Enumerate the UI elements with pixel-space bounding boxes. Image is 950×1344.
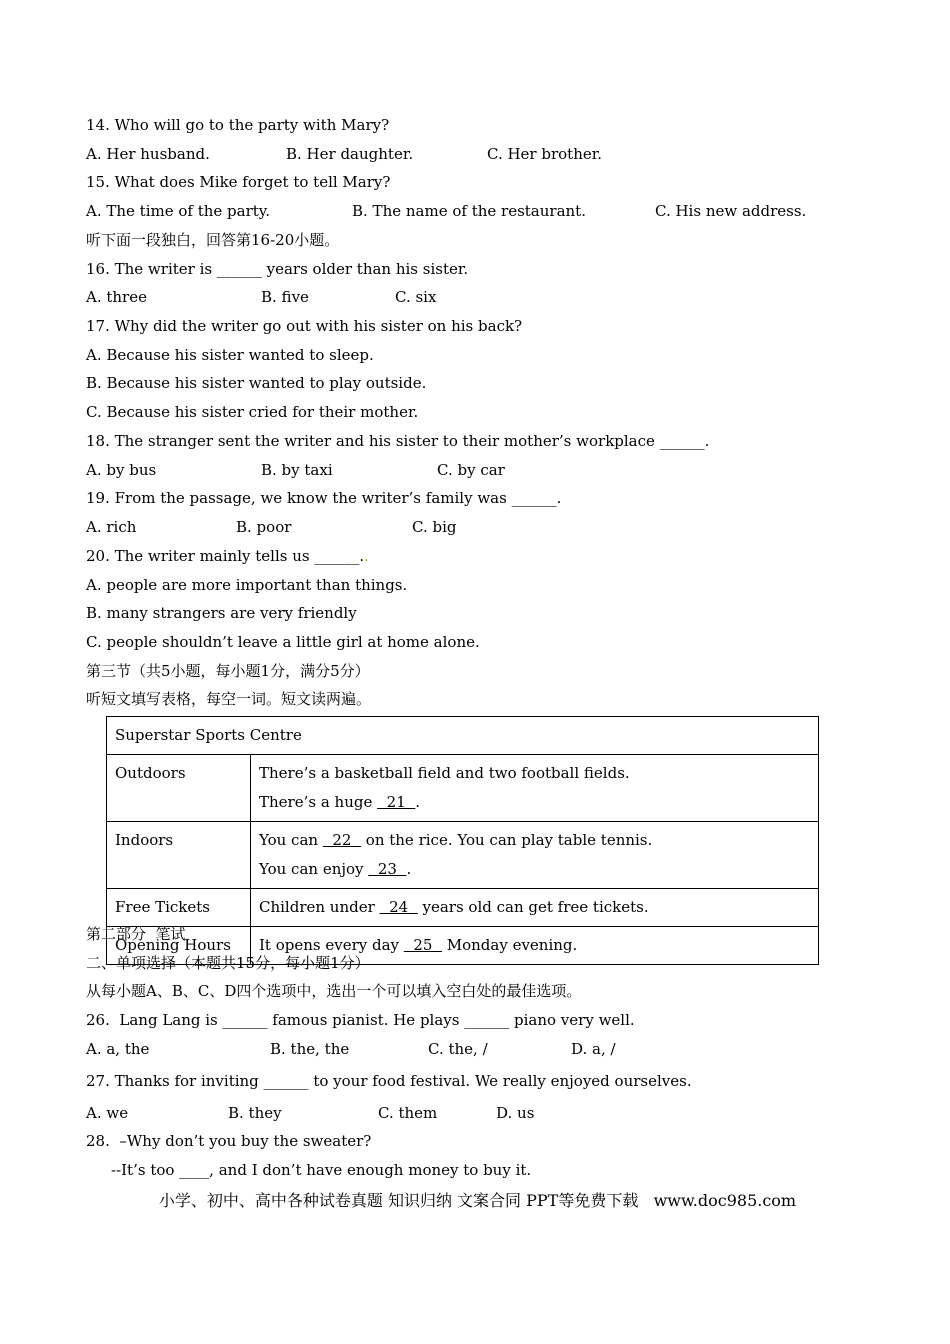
text-fragment: There’s a huge bbox=[259, 793, 378, 811]
q20-option-b: B. many strangers are very friendly bbox=[86, 604, 357, 622]
table-row bbox=[107, 755, 819, 822]
row-content-free-tickets bbox=[251, 889, 819, 927]
text-fragment: It opens every day bbox=[259, 936, 404, 954]
q17-option-a: A. Because his sister wanted to sleep. bbox=[86, 346, 374, 364]
q15-option-c: C. His new address. bbox=[655, 202, 807, 220]
q16-option-a: A. three bbox=[86, 288, 147, 306]
text-fragment: on the rice. You can play table tennis. bbox=[361, 831, 653, 849]
table-row bbox=[107, 822, 819, 889]
text-fragment: Monday evening. bbox=[441, 936, 578, 954]
q26-option-d: D. a, / bbox=[571, 1040, 616, 1058]
row-label-outdoors: Outdoors bbox=[107, 755, 251, 822]
indoors-line1 bbox=[259, 826, 810, 855]
sports-centre-table bbox=[106, 716, 819, 965]
section3-instruction: 听短文填写表格，每空一词。短文读两遍。 bbox=[86, 690, 372, 708]
q27-option-c: C. them bbox=[378, 1104, 438, 1122]
q20-option-a: A. people are more important than things. bbox=[86, 576, 408, 594]
part2-title: 第二部分 笔试 bbox=[86, 925, 186, 943]
question-18: 18. The stranger sent the writer and his sister to their mother’s workplace ______. bbox=[86, 432, 710, 450]
question-26: 26. Lang Lang is ______ famous pianist. He plays ______ piano very well. bbox=[86, 1011, 635, 1029]
question-20-stem: 20. The writer mainly tells us ______. bbox=[86, 547, 365, 565]
text-fragment: You can enjoy bbox=[259, 860, 369, 878]
row-label-indoors: Indoors bbox=[107, 822, 251, 889]
q14-option-a: A. Her husband. bbox=[86, 145, 210, 163]
monologue-intro: 听下面一段独白，回答第16-20小题。 bbox=[86, 231, 340, 249]
text-fragment: . bbox=[415, 793, 421, 811]
indoors-line2 bbox=[259, 855, 810, 884]
question-15: 15. What does Mike forget to tell Mary? bbox=[86, 173, 391, 191]
section3-title: 第三节（共5小题，每小题1分，满分5分） bbox=[86, 662, 370, 680]
stray-dot: . bbox=[364, 547, 369, 565]
outdoors-line2 bbox=[259, 788, 810, 817]
blank-23: 23 bbox=[368, 860, 407, 878]
q17-option-c: C. Because his sister cried for their mother. bbox=[86, 403, 419, 421]
q16-option-b: B. five bbox=[261, 288, 309, 306]
q26-option-c: C. the, / bbox=[428, 1040, 488, 1058]
question-14: 14. Who will go to the party with Mary? bbox=[86, 116, 390, 134]
q18-option-b: B. by taxi bbox=[261, 461, 333, 479]
q27-option-d: D. us bbox=[496, 1104, 535, 1122]
q26-option-b: B. the, the bbox=[270, 1040, 350, 1058]
q15-option-b: B. The name of the restaurant. bbox=[352, 202, 586, 220]
q28-dialogue-line2: --It’s too ____, and I don’t have enough money to buy it. bbox=[111, 1161, 532, 1179]
q15-option-a: A. The time of the party. bbox=[86, 202, 271, 220]
row-label-opening-hours: Opening Hours bbox=[107, 927, 251, 965]
blank-22: 22 bbox=[322, 831, 362, 849]
blank-24: 24 bbox=[379, 898, 418, 916]
text-fragment: Children under bbox=[259, 898, 380, 916]
q14-option-b: B. Her daughter. bbox=[286, 145, 414, 163]
q19-option-a: A. rich bbox=[86, 518, 137, 536]
question-27: 27. Thanks for inviting ______ to your food festival. We really enjoyed ourselves. bbox=[86, 1072, 692, 1090]
question-16: 16. The writer is ______ years older than his sister. bbox=[86, 260, 469, 278]
blank-25: 25 bbox=[403, 936, 442, 954]
table-row bbox=[107, 889, 819, 927]
q27-option-a: A. we bbox=[86, 1104, 129, 1122]
text-fragment: You can bbox=[259, 831, 323, 849]
text-fragment: . bbox=[406, 860, 412, 878]
question-20 bbox=[86, 546, 369, 566]
q26-option-a: A. a, the bbox=[86, 1040, 150, 1058]
blank-21: 21 bbox=[377, 793, 416, 811]
question-17: 17. Why did the writer go out with his sister on his back? bbox=[86, 317, 523, 335]
q19-option-c: C. big bbox=[412, 518, 457, 536]
table-header: Superstar Sports Centre bbox=[107, 717, 819, 755]
footer-banner: 小学、初中、高中各种试卷真题 知识归纳 文案合同 PPT等免费下载 www.doc985.com bbox=[158, 1191, 797, 1210]
table-header-row bbox=[107, 717, 819, 755]
row-content-outdoors bbox=[251, 755, 819, 822]
question-19: 19. From the passage, we know the writer’s family was ______. bbox=[86, 489, 562, 507]
row-label-free-tickets: Free Tickets bbox=[107, 889, 251, 927]
q16-option-c: C. six bbox=[395, 288, 437, 306]
question-28: 28. –Why don’t you buy the sweater? bbox=[86, 1132, 372, 1150]
q20-option-c: C. people shouldn’t leave a little girl at home alone. bbox=[86, 633, 480, 651]
outdoors-line1: There’s a basketball field and two football fields. bbox=[259, 764, 630, 782]
part2-instruction: 从每小题A、B、C、D四个选项中，选出一个可以填入空白处的最佳选项。 bbox=[86, 982, 582, 1000]
q19-option-b: B. poor bbox=[236, 518, 292, 536]
q27-option-b: B. they bbox=[228, 1104, 282, 1122]
text-fragment: years old can get free tickets. bbox=[417, 898, 649, 916]
q18-option-c: C. by car bbox=[437, 461, 505, 479]
q18-option-a: A. by bus bbox=[86, 461, 157, 479]
row-content-indoors bbox=[251, 822, 819, 889]
part2-section-title: 二、单项选择（本题共15分，每小题1分） bbox=[86, 954, 370, 972]
q14-option-c: C. Her brother. bbox=[487, 145, 603, 163]
q17-option-b: B. Because his sister wanted to play outside. bbox=[86, 374, 427, 392]
